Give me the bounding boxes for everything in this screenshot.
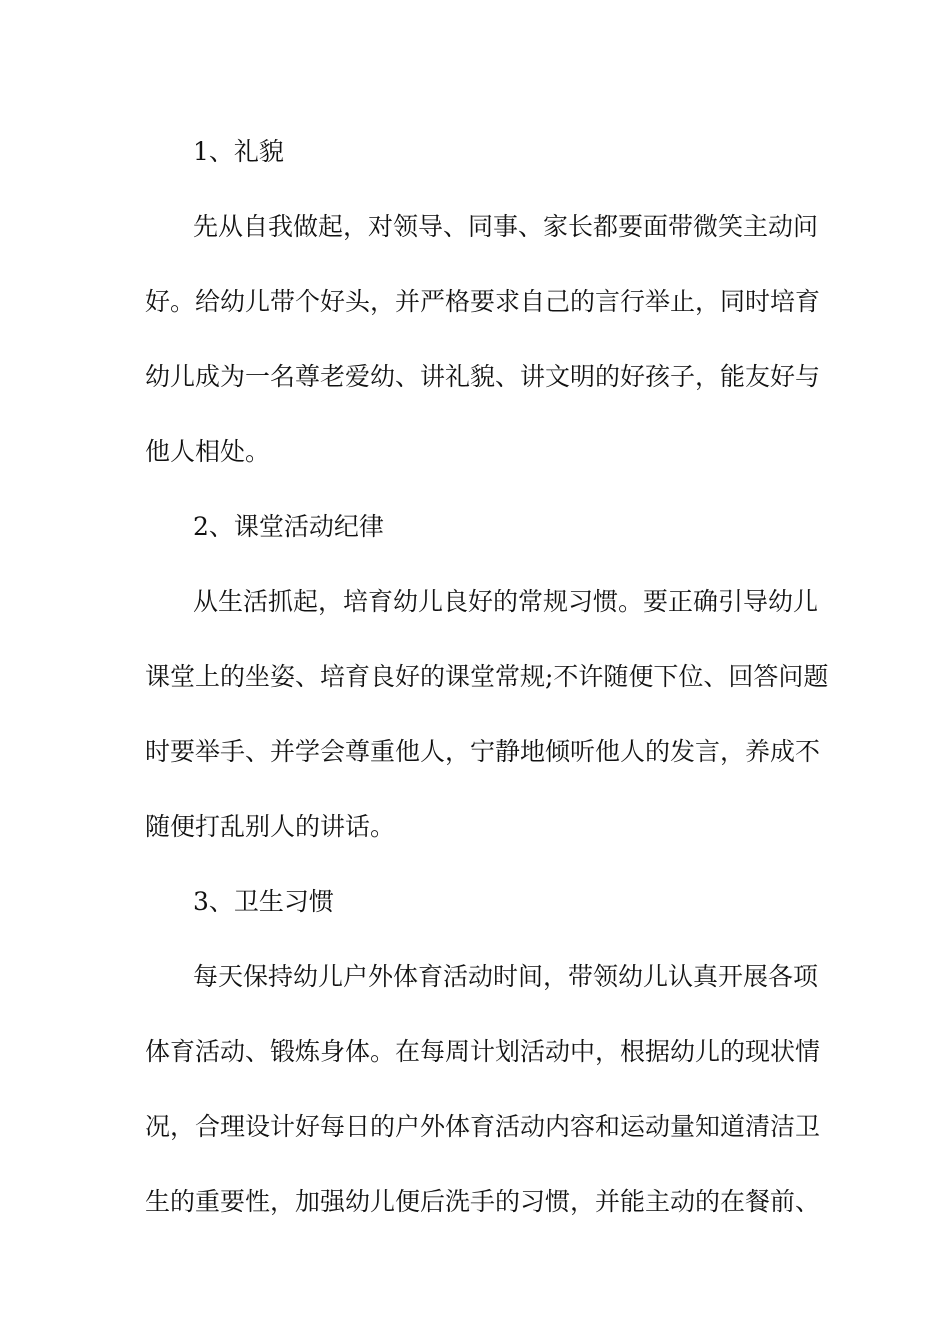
paragraph-line: 好。给幼儿带个好头，并严格要求自己的言行举止，同时培育 bbox=[145, 287, 821, 316]
paragraph-line: 他人相处。 bbox=[145, 437, 271, 466]
paragraph-line: 每天保持幼儿户外体育活动时间，带领幼儿认真开展各项 bbox=[193, 962, 819, 991]
paragraph-line: 体育活动、锻炼身体。在每周计划活动中，根据幼儿的现状情 bbox=[145, 1037, 821, 1066]
paragraph-line: 先从自我做起，对领导、同事、家长都要面带微笑主动问 bbox=[193, 212, 819, 241]
section-heading: 1、礼貌 bbox=[193, 137, 284, 166]
paragraph-line: 况，合理设计好每日的户外体育活动内容和运动量知道清洁卫 bbox=[145, 1112, 821, 1141]
paragraph-line: 从生活抓起，培育幼儿良好的常规习惯。要正确引导幼儿 bbox=[193, 587, 819, 616]
paragraph-line: 时要举手、并学会尊重他人，宁静地倾听他人的发言，养成不 bbox=[145, 737, 821, 766]
section-heading: 2、课堂活动纪律 bbox=[193, 512, 384, 541]
paragraph-line: 幼儿成为一名尊老爱幼、讲礼貌、讲文明的好孩子，能友好与 bbox=[145, 362, 821, 391]
paragraph-line: 课堂上的坐姿、培育良好的课堂常规;不许随便下位、回答问题 bbox=[145, 662, 829, 691]
paragraph-line: 生的重要性，加强幼儿便后洗手的习惯，并能主动的在餐前、 bbox=[145, 1187, 821, 1216]
paragraph-line: 随便打乱别人的讲话。 bbox=[145, 812, 396, 841]
section-heading: 3、卫生习惯 bbox=[193, 887, 334, 916]
